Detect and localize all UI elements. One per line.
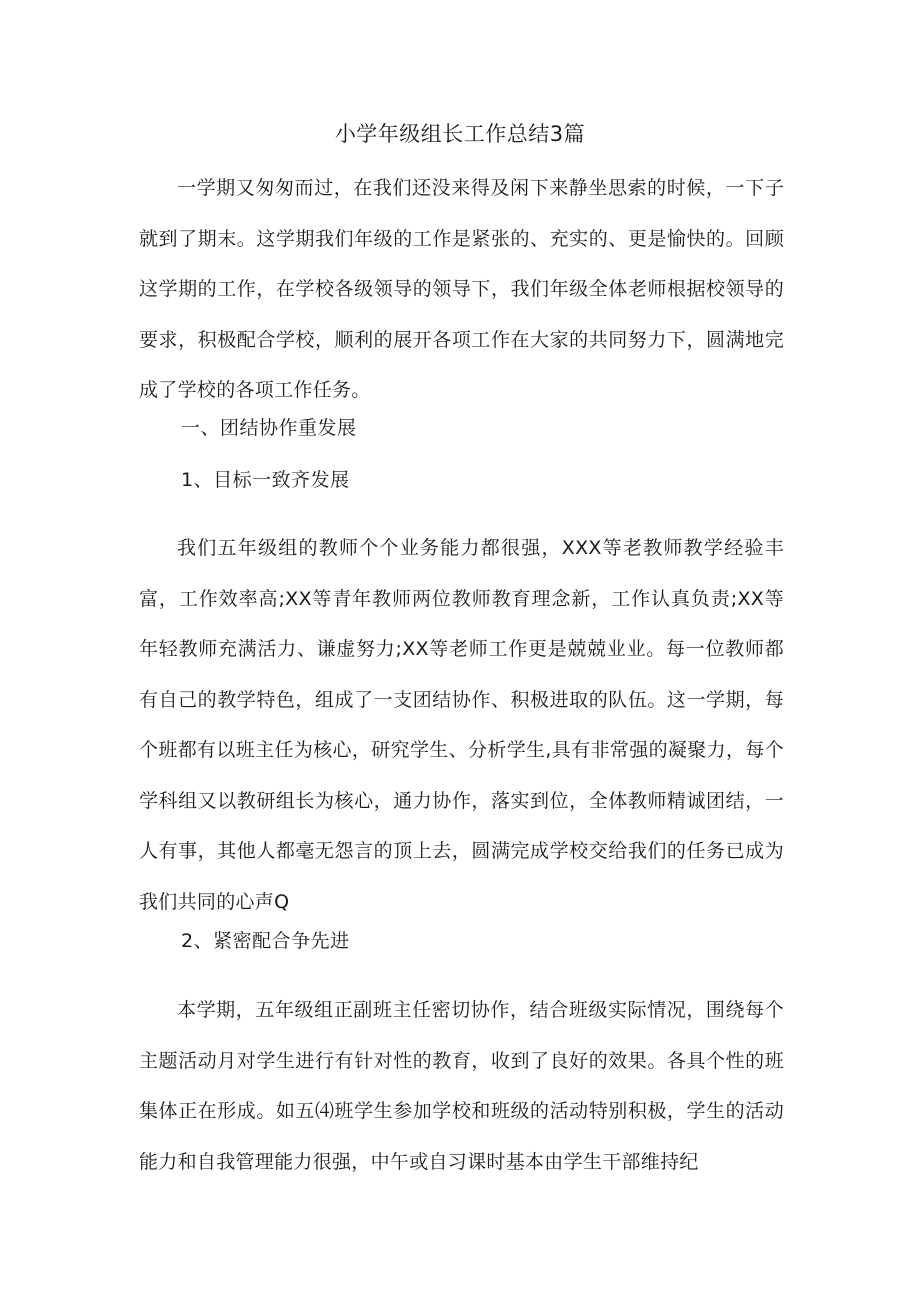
subsection-heading-goal: 1、目标一致齐发展: [181, 469, 350, 491]
goal-paragraph: 我们五年级组的教师个个业务能力都很强，XXX等老教师教学经验丰富，工作效率高;XX等青年教师两位教师教育理念新，工作认真负责;XX等年轻教师充满活力、谦虚努力;XX等老师工作更是兢兢业业。每一位教师都有自己的教学特色，组成了一支团结协作、积极进取的队伍。这一学期，每个班都有以班主任为核心，研究学生、分析学生,具有非常强的凝聚力，每个学科组又以教研组长为核心，通力协作，落实到位，全体教师精诚团结，一人有事，其他人都毫无怨言的顶上去，圆满完成学校交给我们的任务已成为我们共同的心声Q: [139, 537, 784, 913]
cooperation-paragraph: 本学期，五年级组正副班主任密切协作，结合班级实际情况，围绕每个主题活动月对学生进行有针对性的教育，收到了良好的效果。各具个性的班集体正在形成。如五⑷班学生参加学校和班级的活动特别积极，学生的活动能力和自我管理能力很强，中午或自习课时基本由学生干部维持纪: [139, 999, 784, 1173]
document-title: 小学年级组长工作总结3篇: [334, 122, 586, 146]
subsection-heading-cooperation: 2、紧密配合争先进: [181, 930, 350, 952]
section-heading-unity: 一、团结协作重发展: [181, 417, 357, 439]
intro-paragraph: 一学期又匆匆而过，在我们还没来得及闲下来静坐思索的时候，一下子就到了期末。这学期我们年级的工作是紧张的、充实的、更是愉快的。回顾这学期的工作，在学校各级领导的领导下，我们年级全体老师根据校领导的要求，积极配合学校，顺利的展开各项工作在大家的共同努力下，圆满地完成了学校的各项工作任务。: [139, 177, 784, 401]
